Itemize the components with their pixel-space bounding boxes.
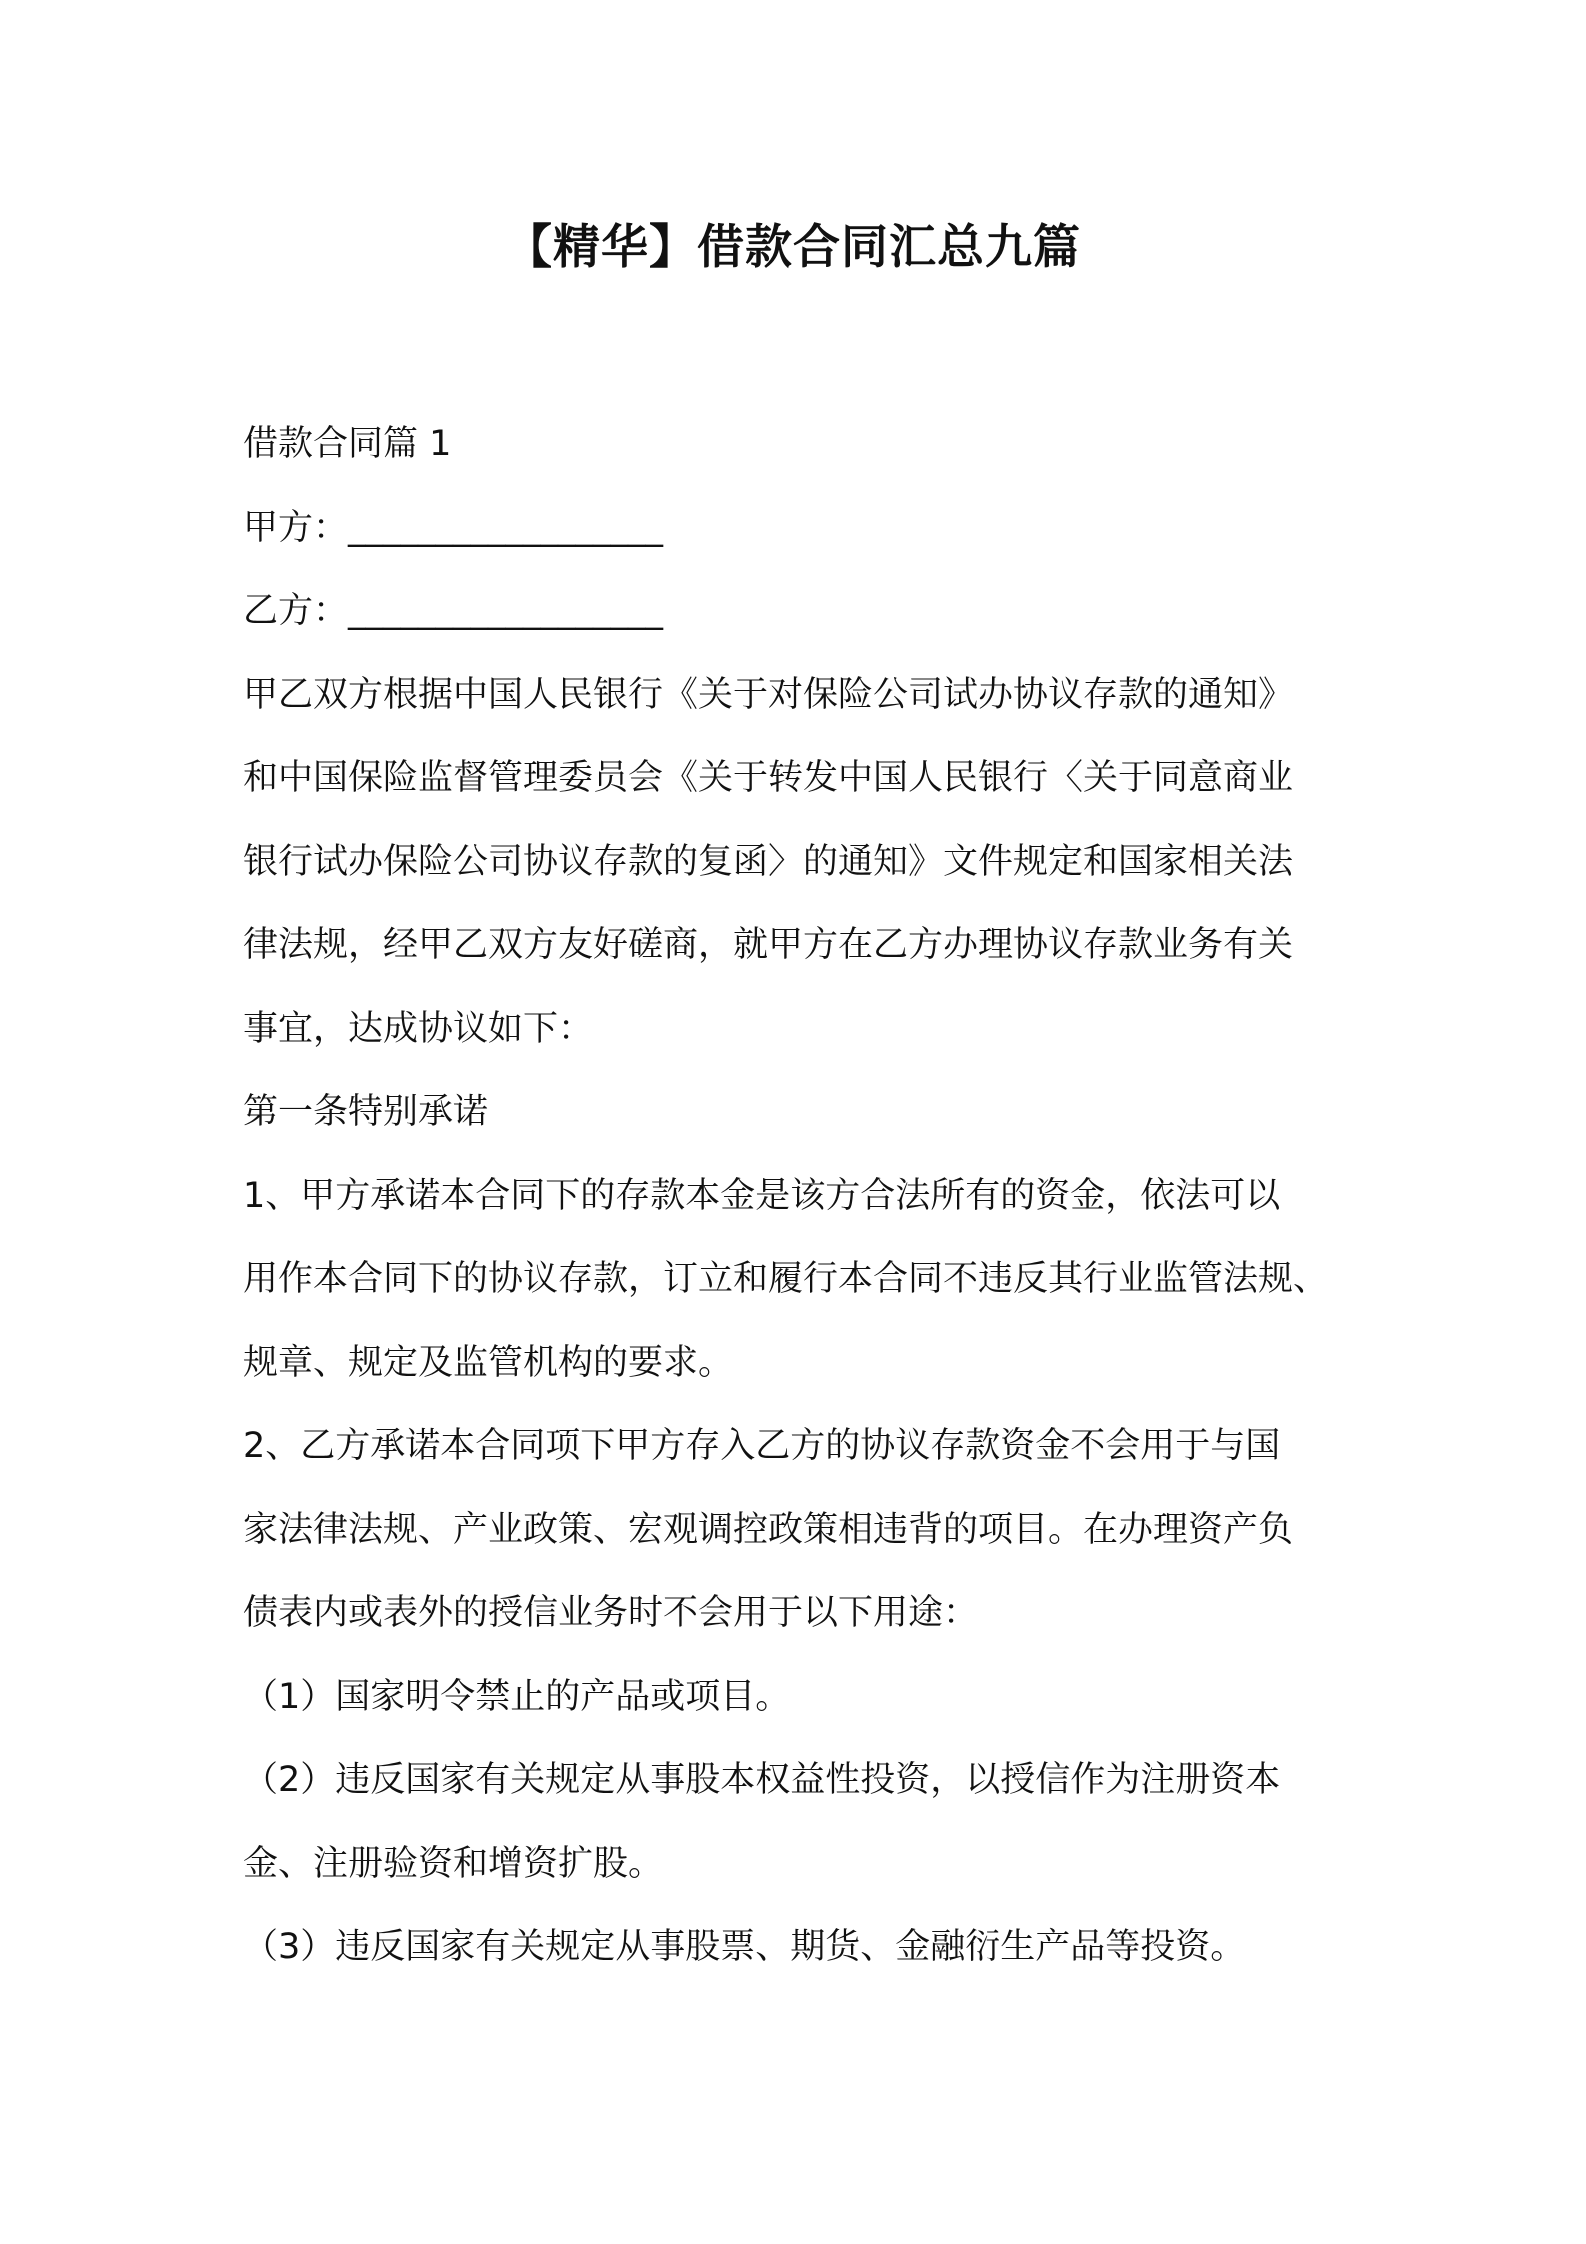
intro-line: 甲乙双方根据中国人民银行《关于对保险公司试办协议存款的通知》 [243,674,1294,715]
sub-item-2-line: 金、注册验资和增资扩股。 [243,1843,664,1884]
intro-line: 律法规，经甲乙双方友好磋商，就甲方在乙方办理协议存款业务有关 [243,925,1294,965]
section-heading: 借款合同篇 1 [243,424,452,464]
intro-line: 和中国保险监督管理委员会《关于转发中国人民银行〈关于同意商业 [243,758,1294,798]
intro-line: 银行试办保险公司协议存款的复函〉的通知》文件规定和国家相关法 [243,841,1294,882]
sub-item-2-line: （2）违反国家有关规定从事股本权益性投资，以授信作为注册资本 [243,1760,1281,1800]
intro-line: 事宜，达成协议如下： [243,1008,594,1049]
article-heading: 第一条特别承诺 [243,1092,489,1132]
sub-item-3: （3）违反国家有关规定从事股票、期货、金融衍生产品等投资。 [243,1927,1246,1967]
clause-2-line: 家法律法规、产业政策、宏观调控政策相违背的项目。在办理资产负 [243,1509,1294,1550]
clause-2-line: 债表内或表外的授信业务时不会用于以下用途： [243,1593,979,1633]
clause-1-line: 规章、规定及监管机构的要求。 [243,1342,734,1383]
document-body [243,403,1383,1990]
party-a-line: 甲方：__________________ [243,507,664,548]
clause-1-line: 用作本合同下的协议存款，订立和履行本合同不违反其行业监管法规、 [243,1259,1329,1299]
document-title: 【精华】借款合同汇总九篇 [505,220,1081,275]
clause-1-line: 1、甲方承诺本合同下的存款本金是该方合法所有的资金，依法可以 [243,1175,1281,1216]
sub-item-1: （1）国家明令禁止的产品或项目。 [243,1676,791,1717]
clause-2-line: 2、乙方承诺本合同项下甲方存入乙方的协议存款资金不会用于与国 [243,1426,1281,1466]
party-b-line: 乙方：__________________ [243,591,664,631]
